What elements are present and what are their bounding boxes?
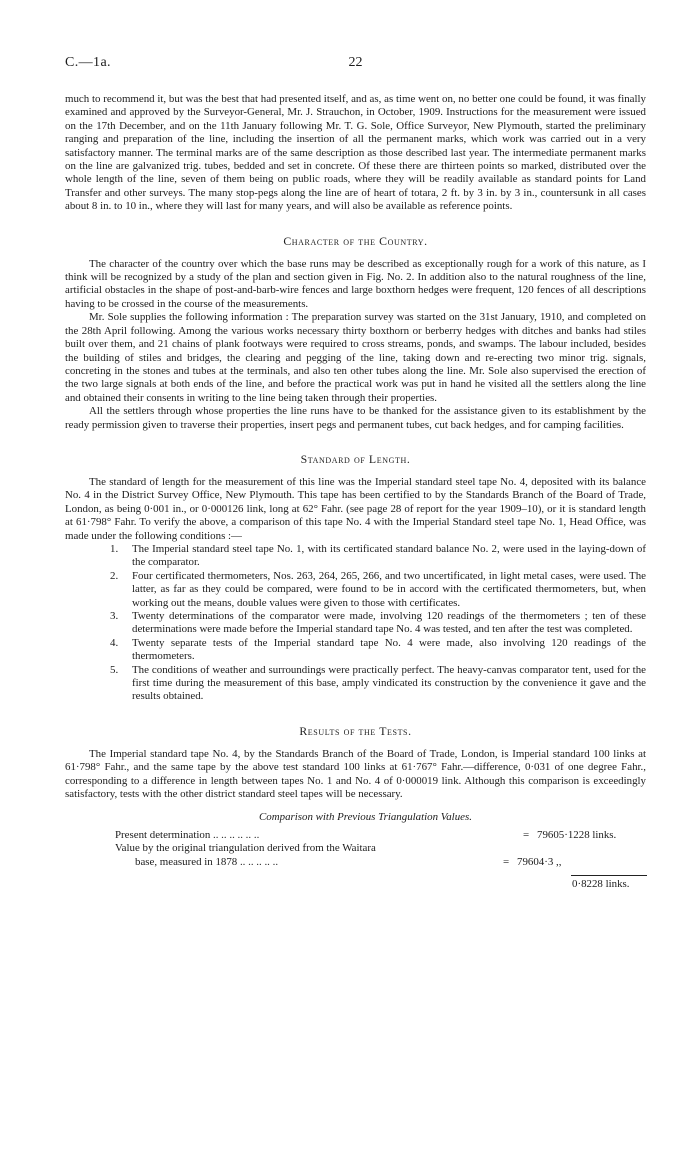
list-item-text: Twenty separate tests of the Imperial standard tape No. 4 were made, also involving 120 readings of the thermometers. <box>132 636 646 663</box>
value-text: 79604·3 ,, <box>517 855 562 868</box>
standard-paragraph-1: The standard of length for the measurement of this line was the Imperial standard steel tape No. 4, deposited with its balance No. 4 in the District Survey Office, New Plymouth. This tape has been certified to by the Standards Branch of the Board of Trade, London, as being 0·001 in., or 0·000126 link, long at 62° Fahr. (see page 28 of report for the year 1909–10), or it is standard length at 61·798° Fahr. To verify the above, a comparison of this tape No. 4 with the Imperial Standard steel tape No. 1, Head Office, was made under the following conditions :— <box>65 475 646 542</box>
list-item-number: 3. <box>110 610 119 622</box>
section-heading-standard: Standard of Length. <box>300 451 411 466</box>
section-heading-results: Results of the Tests. <box>299 723 412 738</box>
difference-value: 0·8228 links. <box>572 878 630 891</box>
section-heading-character: Character of the Country. <box>283 233 428 248</box>
page-number: 22 <box>348 55 363 70</box>
comparison-row-label: Present determination <box>115 828 211 841</box>
character-paragraph-1: The character of the country over which the base runs may be described as exceptionally rough for a work of this nature, as I think will be recognized by a study of the plan and section given in Fig. No. 2. In addition also to the natural roughness of the line, artificial obstacles in the shape of post-and-barb-wire fences and large boxthorn hedges were frequent, 120 fences of all descriptions having to be crossed in the course of the measurements. <box>65 257 646 310</box>
equals-sign: = <box>523 828 530 841</box>
leader-dots: .. .. .. .. .. <box>237 855 279 868</box>
list-item <box>110 610 646 637</box>
list-item <box>110 543 646 570</box>
character-paragraph-2: Mr. Sole supplies the following information : The preparation survey was started on the 31st January, 1910, and completed on the 28th April following. Among the various works necessary thirty boxthorn or berberry hedges with ditches and banks had stiles built over them, and 21 chains of plank footways were required to cross streams, ponds, and swamps. The labour included, besides the building of stiles and bridges, the clearing and pegging of the line, taking down and re-erecting two minor trig. signals, concreting in the stones and tubes at the terminals, and also ten other tubes along the line. Mr. Sole also supervised the erection of the two large signals at both ends of the line, and before the practical work was put in hand he visited all the settlers along the line and obtained their consents in writing to the line being taken through their properties. <box>65 311 646 404</box>
comparison-row-label: Value by the original triangulation derived from the Waitara <box>115 842 376 855</box>
list-item-number: 2. <box>110 569 119 582</box>
list-item-number: 5. <box>110 663 119 676</box>
comparison-row-value <box>503 856 561 869</box>
value-text: 79605·1228 links. <box>537 828 617 841</box>
list-item-number: 4. <box>110 636 119 649</box>
comparison-row-original-label <box>115 842 645 855</box>
comparison-row-label-continued: base, measured in 1878 <box>135 855 238 868</box>
list-item <box>110 664 646 704</box>
list-item <box>110 637 646 664</box>
intro-paragraph: much to recommend it, but was the best that had presented itself, and as, as time went on, no better one could be found, it was finally examined and approved by the Surveyor-General, Mr. J. Strauchon, in October, 1909. Instructions for the measurement were issued on the 17th December, and on the 11th January following Mr. T. G. Sole, Office Surveyor, New Plymouth, started the preliminary ranging and preparation of the line, including the insertion of all the permanent marks, which work was carried out in a very satisfactory manner. The terminal marks are of the same description as those described last year. The intermediate permanent marks on the line are galvanized trig. tubes, bedded and set in concrete. Of these there are thirteen points so marked, distributed over the whole length of the line, seven of them being on public roads, where they will be readily available as standard points for Land Transfer and other surveys. The many stop-pegs along the line are of heart of totara, 2 ft. by 3 in. by 3 in., countersunk in all cases about 8 in. to 10 in., where they will last for many years, and will also be available as reference points. <box>65 93 646 213</box>
list-item-text: Four certificated thermometers, Nos. 263, 264, 265, 266, and two uncertificated, in light metal cases, were used. The latter, as far as they could be compared, were found to be in accord with the certificated thermometers, but, when working out the means, double values were given to those with certificates. <box>132 569 646 609</box>
list-item <box>110 570 646 610</box>
leader-dots: .. .. .. .. .. .. <box>210 828 260 841</box>
conditions-list <box>65 543 646 704</box>
list-item-number: 1. <box>110 542 119 555</box>
comparison-row-original <box>115 856 645 869</box>
list-item-text: The Imperial standard steel tape No. 1, with its certificated standard balance No. 2, were used in the laying-down of the comparator. <box>132 542 646 569</box>
equals-sign: = <box>503 855 510 868</box>
document-code: C.—1a. <box>65 55 111 70</box>
page-header <box>65 56 646 78</box>
comparison-table <box>65 811 646 891</box>
list-item-text: Twenty determinations of the comparator were made, involving 120 readings of the thermometers ; ten of these determinations were made before the Imperial standard tape No. 4 was tested, and ten after the test was completed. <box>132 610 646 636</box>
list-item-text: The conditions of weather and surroundings were practically perfect. The heavy-canvas comparator tent, used for the first time during the measurement of this base, amply vindicated its construction by the convenience it gave and the results obtained. <box>132 663 646 703</box>
character-paragraph-3: All the settlers through whose properties the line runs have to be thanked for the assistance given to its establishment by the ready permission given to traverse their properties, insert pegs and permanent tubes, cut back hedges, and for camping facilities. <box>65 405 646 431</box>
results-paragraph-1: The Imperial standard tape No. 4, by the Standards Branch of the Board of Trade, London, is Imperial standard 100 links at 61·798° Fahr., and the same tape by the above test standard 100 links at 61·767° Fahr.—difference, 0·031 of one degree Fahr., corresponding to a difference in length between tapes No. 1 and No. 4 of 0·000019 link. Although this comparison is exceedingly satisfactory, tests with the other district standard steel tapes will be necessary. <box>65 747 646 801</box>
comparison-row-present <box>115 829 645 842</box>
comparison-heading: Comparison with Previous Triangulation Values. <box>259 811 472 824</box>
body-text <box>65 93 646 892</box>
comparison-row-value <box>523 829 616 842</box>
difference-rule <box>571 875 647 876</box>
